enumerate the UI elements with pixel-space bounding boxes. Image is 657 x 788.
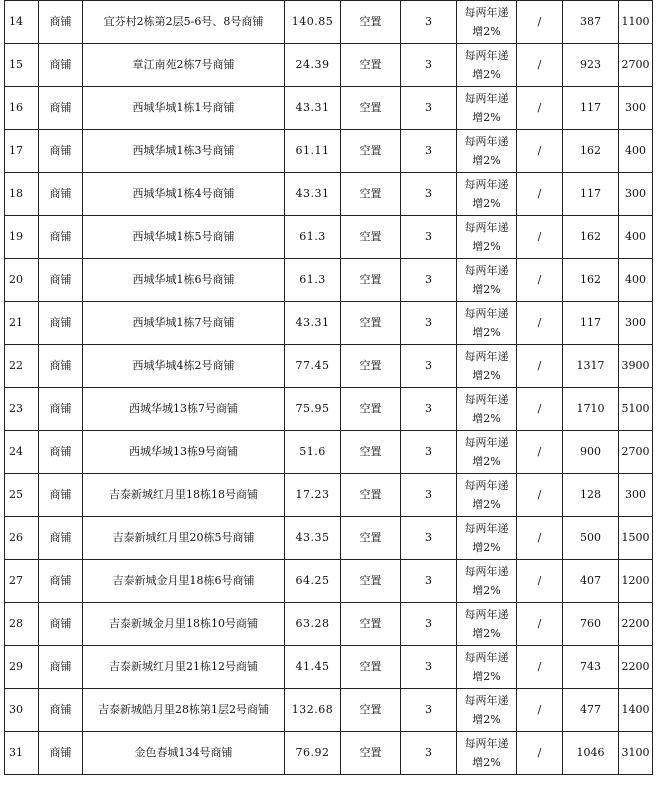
rent-increase-cell: 每两年递增2% [457, 302, 517, 345]
other-cell: / [517, 1, 563, 44]
area-cell: 64.25 [285, 560, 341, 603]
status-cell: 空置 [341, 44, 401, 87]
lease-term-cell: 3 [401, 216, 457, 259]
table-row [5, 302, 653, 345]
price-cell-1: 477 [563, 689, 619, 732]
property-type-cell: 商铺 [39, 259, 83, 302]
rent-increase-cell: 每两年递增2% [457, 603, 517, 646]
lease-term-cell: 3 [401, 130, 457, 173]
row-number: 30 [5, 689, 39, 732]
price-cell-2: 1100 [619, 1, 653, 44]
price-cell-1: 117 [563, 173, 619, 216]
status-cell: 空置 [341, 517, 401, 560]
row-number: 29 [5, 646, 39, 689]
status-cell: 空置 [341, 732, 401, 775]
rent-increase-cell: 每两年递增2% [457, 345, 517, 388]
property-type-cell: 商铺 [39, 474, 83, 517]
area-cell: 61.3 [285, 216, 341, 259]
price-cell-2: 300 [619, 173, 653, 216]
rent-increase-cell: 每两年递增2% [457, 560, 517, 603]
property-location-cell: 西城华城1栋6号商铺 [83, 259, 285, 302]
table-row [5, 259, 653, 302]
price-cell-2: 3100 [619, 732, 653, 775]
row-number: 14 [5, 1, 39, 44]
row-number: 20 [5, 259, 39, 302]
table-row [5, 1, 653, 44]
area-cell: 41.45 [285, 646, 341, 689]
other-cell: / [517, 603, 563, 646]
rent-increase-cell: 每两年递增2% [457, 689, 517, 732]
status-cell: 空置 [341, 302, 401, 345]
rent-increase-cell: 每两年递增2% [457, 44, 517, 87]
price-cell-1: 128 [563, 474, 619, 517]
price-cell-2: 400 [619, 259, 653, 302]
price-cell-2: 2200 [619, 603, 653, 646]
area-cell: 43.31 [285, 173, 341, 216]
rent-increase-cell: 每两年递增2% [457, 173, 517, 216]
row-number: 26 [5, 517, 39, 560]
rent-increase-cell: 每两年递增2% [457, 388, 517, 431]
rent-increase-cell: 每两年递增2% [457, 259, 517, 302]
property-type-cell: 商铺 [39, 388, 83, 431]
status-cell: 空置 [341, 646, 401, 689]
price-cell-2: 2700 [619, 431, 653, 474]
property-type-cell: 商铺 [39, 173, 83, 216]
other-cell: / [517, 732, 563, 775]
status-cell: 空置 [341, 388, 401, 431]
lease-term-cell: 3 [401, 302, 457, 345]
other-cell: / [517, 388, 563, 431]
price-cell-2: 1500 [619, 517, 653, 560]
area-cell: 24.39 [285, 44, 341, 87]
status-cell: 空置 [341, 560, 401, 603]
rent-increase-cell: 每两年递增2% [457, 517, 517, 560]
other-cell: / [517, 431, 563, 474]
price-cell-1: 1317 [563, 345, 619, 388]
price-cell-2: 5100 [619, 388, 653, 431]
property-rental-table [4, 0, 653, 775]
area-cell: 61.11 [285, 130, 341, 173]
other-cell: / [517, 259, 563, 302]
price-cell-1: 500 [563, 517, 619, 560]
other-cell: / [517, 689, 563, 732]
property-location-cell: 章江南苑2栋7号商铺 [83, 44, 285, 87]
row-number: 31 [5, 732, 39, 775]
property-type-cell: 商铺 [39, 646, 83, 689]
status-cell: 空置 [341, 689, 401, 732]
table-row [5, 517, 653, 560]
status-cell: 空置 [341, 603, 401, 646]
rent-increase-cell: 每两年递增2% [457, 646, 517, 689]
lease-term-cell: 3 [401, 345, 457, 388]
other-cell: / [517, 646, 563, 689]
rent-increase-cell: 每两年递增2% [457, 431, 517, 474]
price-cell-1: 117 [563, 302, 619, 345]
price-cell-1: 743 [563, 646, 619, 689]
property-type-cell: 商铺 [39, 130, 83, 173]
table-row [5, 345, 653, 388]
price-cell-1: 117 [563, 87, 619, 130]
area-cell: 77.45 [285, 345, 341, 388]
row-number: 17 [5, 130, 39, 173]
price-cell-2: 1400 [619, 689, 653, 732]
row-number: 25 [5, 474, 39, 517]
property-location-cell: 西城华城1栋3号商铺 [83, 130, 285, 173]
property-type-cell: 商铺 [39, 302, 83, 345]
row-number: 24 [5, 431, 39, 474]
rent-increase-cell: 每两年递增2% [457, 474, 517, 517]
property-type-cell: 商铺 [39, 689, 83, 732]
other-cell: / [517, 302, 563, 345]
property-location-cell: 吉泰新城红月里20栋5号商铺 [83, 517, 285, 560]
property-location-cell: 西城华城1栋1号商铺 [83, 87, 285, 130]
lease-term-cell: 3 [401, 431, 457, 474]
lease-term-cell: 3 [401, 388, 457, 431]
price-cell-2: 300 [619, 87, 653, 130]
area-cell: 140.85 [285, 1, 341, 44]
status-cell: 空置 [341, 345, 401, 388]
row-number: 19 [5, 216, 39, 259]
price-cell-1: 387 [563, 1, 619, 44]
rent-increase-cell: 每两年递增2% [457, 1, 517, 44]
price-cell-1: 407 [563, 560, 619, 603]
price-cell-1: 1710 [563, 388, 619, 431]
lease-term-cell: 3 [401, 732, 457, 775]
property-type-cell: 商铺 [39, 1, 83, 44]
price-cell-2: 1200 [619, 560, 653, 603]
status-cell: 空置 [341, 431, 401, 474]
table-row [5, 732, 653, 775]
property-location-cell: 金色春城134号商铺 [83, 732, 285, 775]
price-cell-1: 900 [563, 431, 619, 474]
price-cell-1: 162 [563, 130, 619, 173]
other-cell: / [517, 44, 563, 87]
lease-term-cell: 3 [401, 259, 457, 302]
area-cell: 43.31 [285, 87, 341, 130]
property-location-cell: 西城华城1栋5号商铺 [83, 216, 285, 259]
row-number: 15 [5, 44, 39, 87]
price-cell-2: 300 [619, 474, 653, 517]
property-type-cell: 商铺 [39, 431, 83, 474]
status-cell: 空置 [341, 216, 401, 259]
status-cell: 空置 [341, 87, 401, 130]
area-cell: 132.68 [285, 689, 341, 732]
property-type-cell: 商铺 [39, 603, 83, 646]
table-row [5, 44, 653, 87]
property-location-cell: 吉泰新城金月里18栋10号商铺 [83, 603, 285, 646]
row-number: 28 [5, 603, 39, 646]
lease-term-cell: 3 [401, 1, 457, 44]
other-cell: / [517, 560, 563, 603]
price-cell-2: 2200 [619, 646, 653, 689]
other-cell: / [517, 173, 563, 216]
lease-term-cell: 3 [401, 474, 457, 517]
property-location-cell: 吉泰新城金月里18栋6号商铺 [83, 560, 285, 603]
other-cell: / [517, 517, 563, 560]
property-location-cell: 西城华城1栋7号商铺 [83, 302, 285, 345]
other-cell: / [517, 474, 563, 517]
table-row [5, 130, 653, 173]
property-type-cell: 商铺 [39, 560, 83, 603]
status-cell: 空置 [341, 1, 401, 44]
row-number: 18 [5, 173, 39, 216]
area-cell: 76.92 [285, 732, 341, 775]
table-row [5, 388, 653, 431]
property-type-cell: 商铺 [39, 732, 83, 775]
price-cell-1: 1046 [563, 732, 619, 775]
table-row [5, 87, 653, 130]
area-cell: 43.31 [285, 302, 341, 345]
area-cell: 17.23 [285, 474, 341, 517]
other-cell: / [517, 87, 563, 130]
table-row [5, 173, 653, 216]
status-cell: 空置 [341, 130, 401, 173]
price-cell-2: 3900 [619, 345, 653, 388]
other-cell: / [517, 345, 563, 388]
table-row [5, 560, 653, 603]
rent-increase-cell: 每两年递增2% [457, 216, 517, 259]
table-row [5, 431, 653, 474]
price-cell-1: 162 [563, 259, 619, 302]
property-location-cell: 吉泰新城红月里18栋18号商铺 [83, 474, 285, 517]
lease-term-cell: 3 [401, 560, 457, 603]
price-cell-1: 162 [563, 216, 619, 259]
property-location-cell: 西城华城4栋2号商铺 [83, 345, 285, 388]
property-type-cell: 商铺 [39, 345, 83, 388]
table-row [5, 603, 653, 646]
property-type-cell: 商铺 [39, 44, 83, 87]
other-cell: / [517, 130, 563, 173]
property-location-cell: 西城华城1栋4号商铺 [83, 173, 285, 216]
table-body [5, 1, 653, 775]
property-location-cell: 西城华城13栋7号商铺 [83, 388, 285, 431]
price-cell-2: 300 [619, 302, 653, 345]
table-row [5, 689, 653, 732]
price-cell-2: 400 [619, 130, 653, 173]
area-cell: 63.28 [285, 603, 341, 646]
property-location-cell: 宜芬村2栋第2层5-6号、8号商铺 [83, 1, 285, 44]
property-location-cell: 吉泰新城红月里21栋12号商铺 [83, 646, 285, 689]
rent-increase-cell: 每两年递增2% [457, 732, 517, 775]
table-row [5, 646, 653, 689]
area-cell: 43.35 [285, 517, 341, 560]
property-location-cell: 吉泰新城皓月里28栋第1层2号商铺 [83, 689, 285, 732]
price-cell-2: 2700 [619, 44, 653, 87]
price-cell-1: 923 [563, 44, 619, 87]
lease-term-cell: 3 [401, 646, 457, 689]
property-type-cell: 商铺 [39, 517, 83, 560]
area-cell: 51.6 [285, 431, 341, 474]
row-number: 21 [5, 302, 39, 345]
table-row [5, 216, 653, 259]
lease-term-cell: 3 [401, 603, 457, 646]
price-cell-2: 400 [619, 216, 653, 259]
status-cell: 空置 [341, 474, 401, 517]
lease-term-cell: 3 [401, 173, 457, 216]
status-cell: 空置 [341, 259, 401, 302]
property-type-cell: 商铺 [39, 216, 83, 259]
rent-increase-cell: 每两年递增2% [457, 87, 517, 130]
area-cell: 75.95 [285, 388, 341, 431]
lease-term-cell: 3 [401, 517, 457, 560]
row-number: 23 [5, 388, 39, 431]
property-type-cell: 商铺 [39, 87, 83, 130]
row-number: 22 [5, 345, 39, 388]
lease-term-cell: 3 [401, 87, 457, 130]
area-cell: 61.3 [285, 259, 341, 302]
property-location-cell: 西城华城13栋9号商铺 [83, 431, 285, 474]
row-number: 16 [5, 87, 39, 130]
lease-term-cell: 3 [401, 689, 457, 732]
other-cell: / [517, 216, 563, 259]
rent-increase-cell: 每两年递增2% [457, 130, 517, 173]
price-cell-1: 760 [563, 603, 619, 646]
table-row [5, 474, 653, 517]
lease-term-cell: 3 [401, 44, 457, 87]
status-cell: 空置 [341, 173, 401, 216]
row-number: 27 [5, 560, 39, 603]
